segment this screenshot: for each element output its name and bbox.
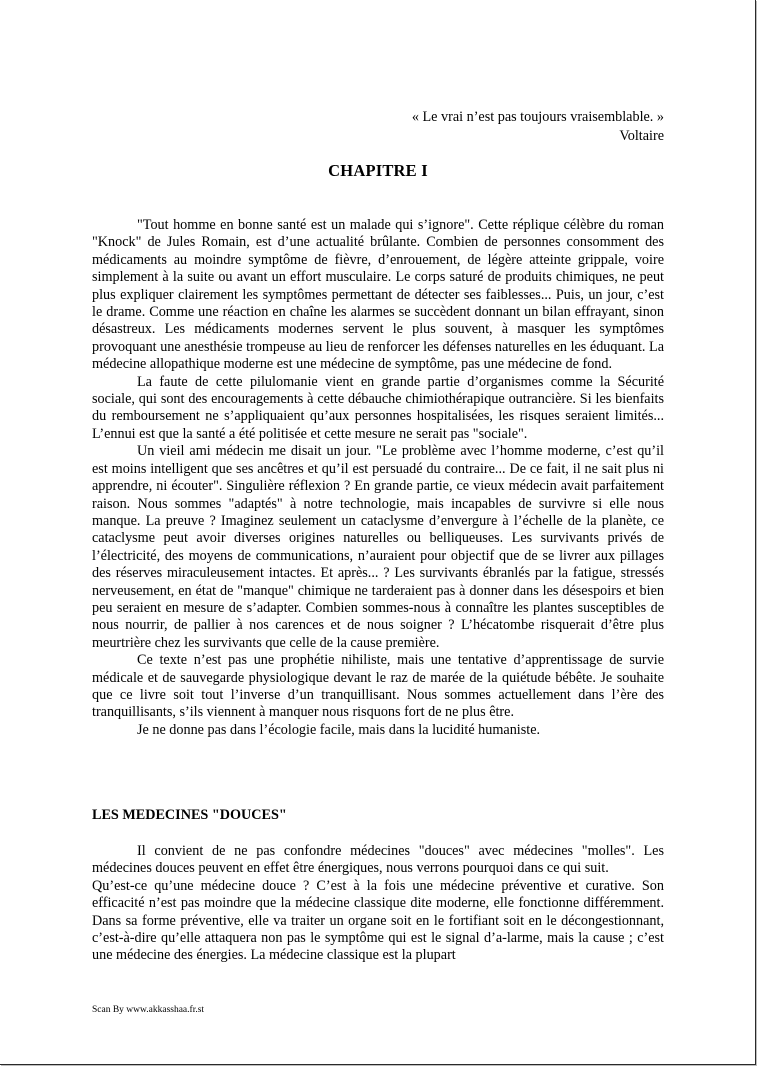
epigraph [300,108,664,146]
epigraph-author: Voltaire [619,128,664,144]
page-footer: Scan By www.akkasshaa.fr.st [92,1005,205,1015]
section-heading: LES MEDECINES "DOUCES" [92,807,287,823]
paragraph: Il convient de ne pas confondre médecines "douces" avec médecines "molles". Les médecines douces peuvent en effet être énergiques, nous verrons pourquoi dans ce qui suit. [92,843,664,877]
paragraph: Je ne donne pas dans l’écologie facile, mais dans la lucidité humaniste. [137,721,541,738]
paragraph: La faute de cette pilulomanie vient en grande partie d’organismes comme la Sécurité sociale, qui sont des encouragements à cette débauche chimiothérapique outrancière. Si les bienfaits du remboursement ne s’appliquaient qu’aux personnes hospitalisées, les risques seraient limités... L’ennui est que la santé a été politisée et cette mesure ne serait pas "sociale". [92,373,664,442]
paragraph: Qu’est-ce qu’une médecine douce ? C’est à la fois une médecine préventive et curative. Son efficacité n’est pas moindre que la médecine classique dite moderne, elle fonctionne différemment. Dans sa forme préventive, elle va traiter un organe soit en le fortifiant soit en le décongestionnant, c’est-à-dire qu’elle attaquera non pas le symptôme qui est le signal d’a-larme, mais la cause ; c’est une médecine des énergies. La médecine classique est la plupart [92,877,664,964]
paragraph: "Tout homme en bonne santé est un malade qui s’ignore". Cette réplique célèbre du roman "Knock" de Jules Romain, est d’une actualité brûlante. Combien de personnes consomment des médicaments au moindre symptôme de fièvre, d’enrouement, de légère atteinte grippale, voire simplement à la suite ou avant un effort musculaire. Le corps saturé de produits chimiques, ne peut plus expliquer clairement les symptômes permettant de détecter ses faiblesses... Puis, un jour, c’est le drame. Comme une réaction en chaîne les alarmes se succèdent donnant un bilan effrayant, sinon désastreux. Les médicaments modernes servent le plus souvent, à masquer les symptômes provoquant une anesthésie trompeuse au lieu de renforcer les défenses naturelles en les éduquant. La médecine allopathique moderne est une médecine de symptôme, pas une médecine de fond. [92,217,664,373]
epigraph-quote: « Le vrai n’est pas toujours vraisemblable. » [411,109,664,125]
intro-text [92,217,664,739]
paragraph: Un vieil ami médecin me disait un jour. "Le problème avec l’homme moderne, c’est qu’il est moins intelligent que ses ancêtres et qu’il est persuadé du contraire... De ce fait, il ne sait plus ni apprendre, ni écouter". Singulière réflexion ? En grande partie, ce vieux médecin avait parfaitement raison. Nous sommes "adaptés" à notre technologie, mais incapables de survivre si elle nous manque. La preuve ? Imaginez seulement un cataclysme d’envergure à l’échelle de la planète, ce cataclysme peut avoir diverses origines naturelles ou belliqueuses. Les survivants privés de l’électricité, des moyens de communications, n’auraient pour objectif que de se livrer aux pillages des réserves miraculeusement intactes. Et après... ? Les survivants ébranlés par la fatigue, stressés nerveusement, en état de "manque" chimique ne tarderaient pas à donner dans les désespoirs et bien peu seraient en mesure de s’adapter. Combien sommes-nous à connaître les plantes susceptibles de nous nourrir, de pallier à nos carences et de nous soigner ? L’hécatombe risquerait d’être plus meurtrière chez les survivants que celle de la cause première. [92,443,664,651]
chapter-title: CHAPITRE I [328,161,428,180]
section-text [92,843,664,965]
paragraph: Ce texte n’est pas une prophétie nihiliste, mais une tentative d’apprentissage de survie médicale et de sauvegarde physiologique devant le raz de marée de la quiétude bébête. Je souhaite que ce livre soit tout l’inverse d’un tranquillisant. Nous sommes actuellement dans l’ère des tranquillisants, s’ils viennent à manquer nous risquons fort de ne plus être. [92,652,664,721]
